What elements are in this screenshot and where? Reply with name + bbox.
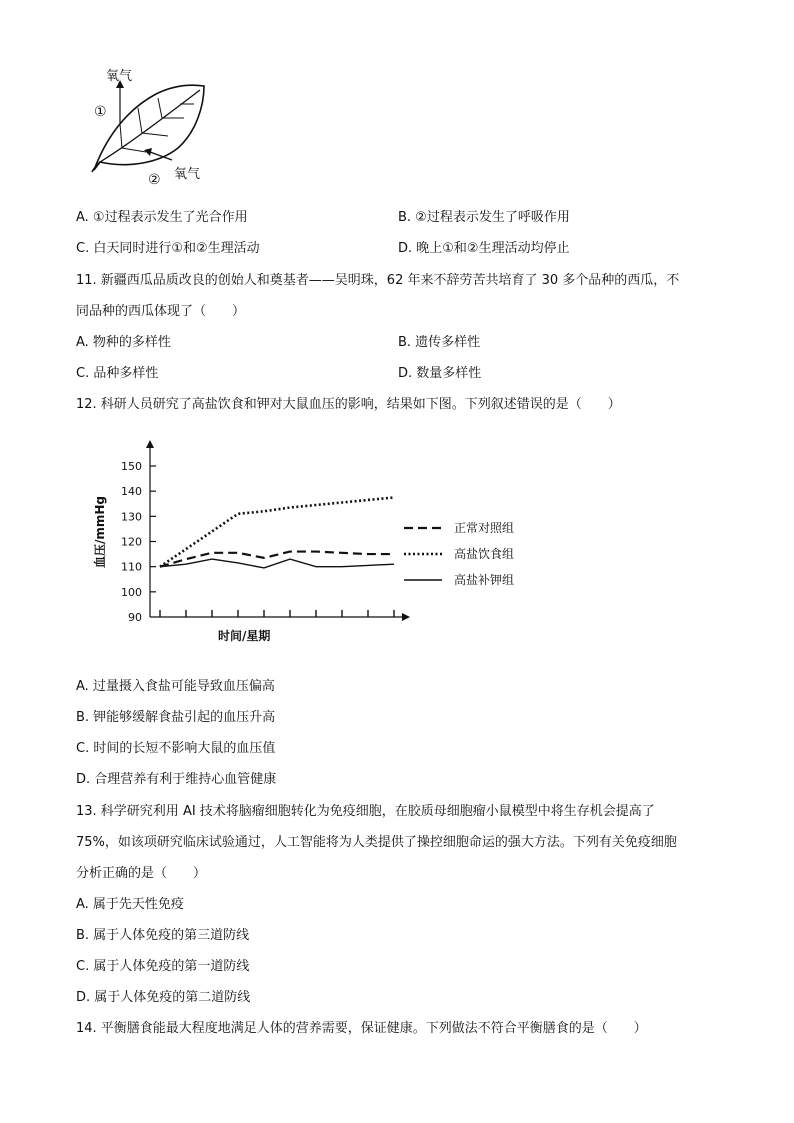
x-axis-arrow-icon (402, 613, 410, 621)
y-tick-label: 150 (121, 460, 142, 473)
chart-y-ticks (121, 460, 156, 624)
q11-option-c[interactable]: C. 品种多样性 (76, 366, 159, 381)
q12-stem: 12. 科研人员研究了高盐饮食和钾对大鼠血压的影响，结果如下图。下列叙述错误的是（ ） (76, 397, 621, 412)
y-tick-label: 90 (128, 611, 142, 624)
q11-option-b[interactable]: B. 遗传多样性 (398, 335, 481, 350)
q13-option-d[interactable]: D. 属于人体免疫的第二道防线 (76, 990, 251, 1005)
q11-option-a[interactable]: A. 物种的多样性 (76, 335, 171, 350)
q13-option-a[interactable]: A. 属于先天性免疫 (76, 897, 184, 912)
q13-stem-line1: 13. 科学研究利用 AI 技术将脑瘤细胞转化为免疫细胞，在胶质母细胞瘤小鼠模型中将生存机会提高了 (76, 804, 655, 819)
q12-option-d[interactable]: D. 合理营养有利于维持心血管健康 (76, 772, 277, 787)
chart-y-label: 血压/mmHg (93, 495, 107, 568)
q13-option-c[interactable]: C. 属于人体免疫的第一道防线 (76, 959, 250, 974)
leaf-figure (86, 66, 216, 190)
chart-x-ticks (160, 610, 394, 617)
legend-label: 正常对照组 (454, 521, 515, 535)
legend-label: 高盐饮食组 (454, 547, 515, 561)
q10-option-a[interactable]: A. ①过程表示发生了光合作用 (76, 210, 248, 225)
chart-x-label: 时间/星期 (218, 629, 271, 643)
label-oxygen-bottom: 氧气 (174, 167, 201, 182)
q12-option-a[interactable]: A. 过量摄入食盐可能导致血压偏高 (76, 679, 275, 694)
marker-2: ② (148, 172, 161, 188)
q11-stem-line1: 11. 新疆西瓜品质改良的创始人和奠基者——吴明珠，62 年来不辞劳苦共培育了 30 多个品种的西瓜，不 (76, 273, 680, 288)
y-tick-label: 100 (121, 585, 142, 599)
q12-option-c[interactable]: C. 时间的长短不影响大鼠的血压值 (76, 741, 276, 756)
y-tick-label: 140 (121, 485, 142, 499)
q13-option-b[interactable]: B. 属于人体免疫的第三道防线 (76, 928, 250, 943)
y-axis-arrow-icon (146, 440, 154, 448)
q13-stem-line2: 75%，如该项研究临床试验通过，人工智能将为人类提供了操控细胞命运的强大方法。下列有关免疫细胞 (76, 835, 677, 850)
q13-stem-line3: 分析正确的是（ ） (76, 866, 207, 881)
q10-option-c[interactable]: C. 白天同时进行①和②生理活动 (76, 241, 260, 256)
q12-option-b[interactable]: B. 钾能够缓解食盐引起的血压升高 (76, 710, 276, 725)
arrow-in-icon (150, 152, 172, 160)
series-line-dashed (160, 552, 394, 567)
marker-1: ① (94, 104, 107, 120)
q10-option-d[interactable]: D. 晚上①和②生理活动均停止 (398, 241, 570, 256)
chart-series (160, 497, 394, 567)
series-line-solid (160, 559, 394, 568)
q11-stem-line2: 同品种的西瓜体现了（ ） (76, 304, 246, 319)
q10-option-b[interactable]: B. ②过程表示发生了呼吸作用 (398, 210, 570, 225)
y-tick-label: 130 (121, 510, 142, 524)
blood-pressure-chart (86, 432, 536, 652)
legend-label: 高盐补钾组 (454, 573, 515, 587)
chart-axes (146, 440, 410, 621)
y-tick-label: 120 (121, 535, 142, 549)
y-tick-label: 110 (121, 560, 142, 574)
q11-option-d[interactable]: D. 数量多样性 (398, 366, 482, 381)
label-oxygen-top: 氧气 (106, 69, 133, 84)
chart-legend (404, 520, 514, 587)
q14-stem: 14. 平衡膳食能最大程度地满足人体的营养需要，保证健康。下列做法不符合平衡膳食的是（ ） (76, 1021, 647, 1036)
